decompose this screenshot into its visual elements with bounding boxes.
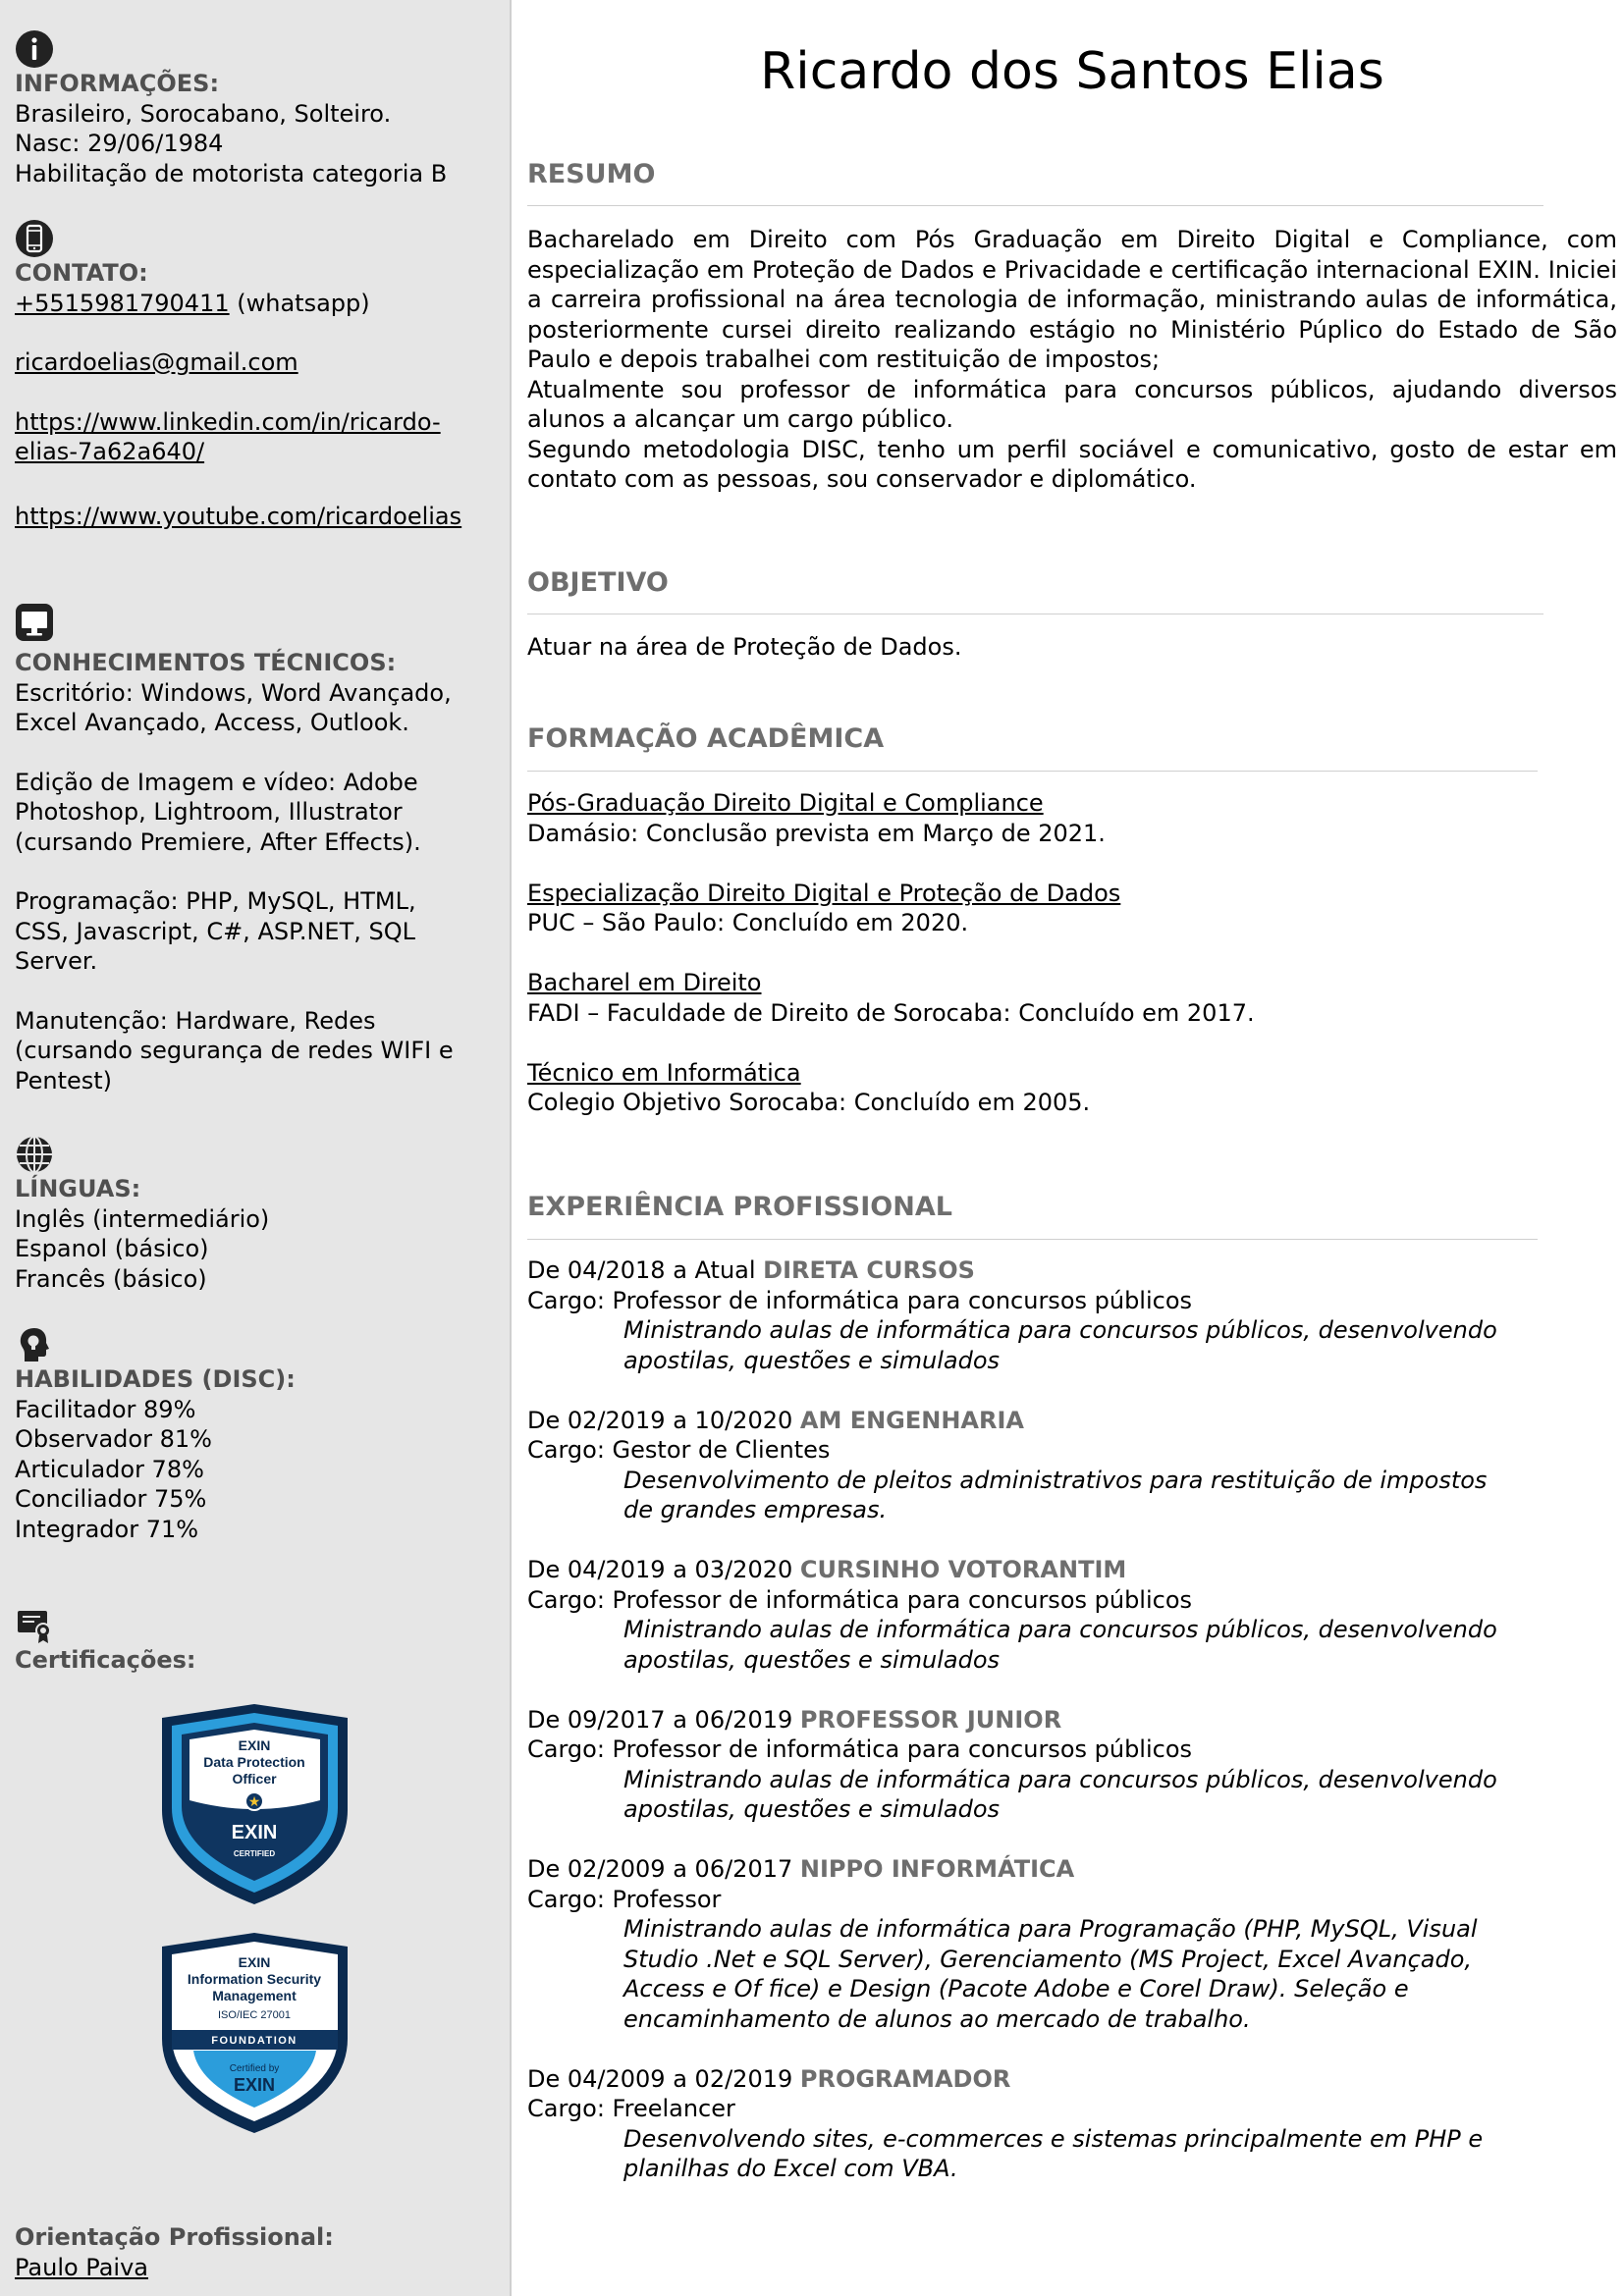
experience-heading: EXPERIÊNCIA PROFISSIONAL	[527, 1192, 952, 1222]
tech-line: Photoshop, Lightroom, Illustrator	[15, 798, 403, 826]
job-role: Cargo: Professor de informática para concursos públicos	[527, 1286, 1193, 1314]
experience-item	[527, 2064, 1617, 2184]
orientation-section	[15, 2222, 506, 2282]
tech-section	[15, 603, 506, 1095]
tech-heading: CONHECIMENTOS TÉCNICOS:	[15, 649, 397, 676]
experience-item	[527, 1555, 1617, 1675]
linkedin-link[interactable]: https://www.linkedin.com/in/ricardo-	[15, 407, 441, 436]
exin-data-protection-badge	[154, 1702, 355, 1906]
info-line: Brasileiro, Sorocabano, Solteiro.	[15, 99, 392, 128]
education-divider	[527, 771, 1538, 772]
job-desc-line: Ministrando aulas de informática para Programação (PHP, MySQL, Visual	[623, 1915, 1478, 1943]
degree-title: Pós-Graduação Direito Digital e Compliance	[527, 789, 1044, 817]
monitor-icon	[15, 603, 54, 642]
phone-icon	[15, 219, 54, 258]
tech-line: Programação: PHP, MySQL, HTML,	[15, 887, 416, 915]
job-desc-line: Access e Of fice) e Design (Pacote Adobe e Corel Draw). Seleção e	[623, 1975, 1409, 2002]
tech-line: CSS, Javascript, C#, ASP.NET, SQL	[15, 917, 415, 945]
job-role: Cargo: Gestor de Clientes	[527, 1436, 831, 1464]
job-desc-line: Ministrando aulas de informática para concursos públicos, desenvolvendo	[623, 1316, 1497, 1344]
objective-heading: OBJETIVO	[527, 567, 669, 598]
degree-title: Técnico em Informática	[527, 1058, 801, 1087]
experience-item	[527, 1854, 1617, 2034]
exin-information-security-badge	[154, 1931, 355, 2135]
objective-section	[527, 566, 1617, 600]
tech-line: Manutenção: Hardware, Redes	[15, 1006, 376, 1035]
education-list	[527, 788, 1617, 1118]
skill-item: Articulador 78%	[15, 1455, 204, 1483]
badge2-line: Certified by	[229, 2063, 280, 2074]
job-desc-line: Ministrando aulas de informática para concursos públicos, desenvolvendo	[623, 1765, 1497, 1793]
skills-heading: HABILIDADES (DISC):	[15, 1365, 296, 1393]
tech-line: Server.	[15, 947, 98, 975]
badge1-line: Data Protection	[203, 1754, 305, 1770]
phone-line	[15, 289, 506, 319]
orientation-heading: Orientação Profissional:	[15, 2223, 334, 2251]
degree-title: Bacharel em Direito	[527, 969, 762, 996]
education-item	[527, 879, 1617, 938]
job-desc-line: Ministrando aulas de informática para concursos públicos, desenvolvendo	[623, 1616, 1497, 1643]
education-section	[527, 722, 1617, 756]
tech-line: Excel Avançado, Access, Outlook.	[15, 709, 409, 736]
summary-paragraph: Atualmente sou professor de informática para concursos públicos, ajudando diversos alunos a alcançar um cargo público.	[527, 375, 1617, 433]
info-line: Habilitação de motorista categoria B	[15, 159, 448, 187]
language-item: Inglês (intermediário)	[15, 1204, 270, 1233]
job-period: De 04/2018 a Atual	[527, 1256, 764, 1284]
languages-section	[15, 1135, 506, 1294]
job-period: De 02/2009 a 06/2017	[527, 1855, 800, 1883]
phone-link[interactable]: +5515981790411	[15, 289, 230, 317]
objective-text: Atuar na área de Proteção de Dados.	[527, 633, 962, 661]
degree-detail: PUC – São Paulo: Concluído em 2020.	[527, 909, 969, 936]
summary-heading: RESUMO	[527, 159, 656, 189]
skill-item: Observador 81%	[15, 1425, 212, 1453]
job-desc-line: Desenvolvendo sites, e-commerces e sistemas principalmente em PHP e	[623, 2124, 1484, 2153]
job-period: De 02/2019 a 10/2020	[527, 1406, 800, 1434]
degree-detail: Damásio: Conclusão prevista em Março de 2021.	[527, 819, 1106, 847]
skills-section	[15, 1325, 506, 1544]
info-heading: INFORMAÇÕES:	[15, 70, 220, 97]
badge2-line: EXIN	[238, 1954, 271, 1970]
sidebar	[0, 0, 512, 2296]
job-period: De 04/2019 a 03/2020	[527, 1556, 800, 1583]
experience-item	[527, 1406, 1617, 1525]
job-role: Cargo: Professor de informática para concursos públicos	[527, 1585, 1193, 1614]
job-company: CURSINHO VOTORANTIM	[799, 1556, 1127, 1583]
job-desc-line: Desenvolvimento de pleitos administrativos para restituição de impostos	[623, 1466, 1488, 1494]
certificate-icon	[15, 1606, 54, 1645]
experience-item	[527, 1705, 1617, 1825]
skill-item: Facilitador 89%	[15, 1395, 196, 1423]
certifications-section	[15, 1606, 506, 1676]
experience-item	[527, 1255, 1617, 1375]
degree-detail: Colegio Objetivo Sorocaba: Concluído em 2005.	[527, 1089, 1091, 1116]
experience-divider	[527, 1239, 1538, 1240]
badge2-line: FOUNDATION	[211, 2035, 298, 2047]
certifications-heading: Certificações:	[15, 1646, 196, 1674]
summary-paragraph: Bacharelado em Direito com Pós Graduação em Direito Digital e Compliance, com especialização em Proteção de Dados e Privacidade e certificação internacional EXIN. Iniciei a carreira profissional na área tecnologia de informação, ministrando aulas de informática, posteriormente cursei direito realizando estágio no Ministério Púplico do Estado de São Paulo e depois trabalhei com restituição de impostos;	[527, 226, 1617, 373]
star-icon: ★	[247, 1794, 261, 1810]
job-company: PROGRAMADOR	[799, 2064, 1011, 2093]
job-role: Cargo: Freelancer	[527, 2095, 735, 2122]
info-line: Nasc: 29/06/1984	[15, 130, 224, 157]
email-link[interactable]: ricardoelias@gmail.com	[15, 348, 298, 376]
job-company: AM ENGENHARIA	[799, 1406, 1024, 1434]
job-desc-line: encaminhamento de alunos ao mercado de trabalho.	[623, 2004, 1251, 2033]
globe-icon	[15, 1135, 54, 1174]
job-period: De 09/2017 a 06/2019	[527, 1705, 800, 1734]
linkedin-link-cont[interactable]: elias-7a62a640/	[15, 438, 205, 465]
youtube-link[interactable]: https://www.youtube.com/ricardoelias	[15, 502, 462, 530]
job-role: Cargo: Professor de informática para concursos públicos	[527, 1735, 1193, 1763]
summary-paragraph: Segundo metodologia DISC, tenho um perfil sociável e comunicativo, gosto de estar em contato com as pessoas, sou conservador e diplomático.	[527, 435, 1617, 493]
summary-divider	[527, 205, 1543, 206]
experience-list	[527, 1255, 1617, 2184]
job-desc-line: Studio .Net e SQL Server), Gerenciamento (MS Project, Excel Avançado,	[623, 1945, 1473, 1973]
languages-heading: LÍNGUAS:	[15, 1175, 141, 1202]
badge2-line: Management	[212, 1988, 297, 2003]
badge2-line: Information Security	[187, 1971, 322, 1987]
education-item	[527, 1058, 1617, 1118]
job-company: DIRETA CURSOS	[763, 1256, 975, 1284]
tech-line: (cursando Premiere, After Effects).	[15, 828, 421, 856]
education-item	[527, 968, 1617, 1028]
orientation-link[interactable]: Paulo Paiva	[15, 2253, 148, 2281]
job-company: PROFESSOR JUNIOR	[799, 1705, 1062, 1734]
badge1-line: Officer	[232, 1771, 277, 1787]
tech-line: Pentest)	[15, 1066, 113, 1095]
badge1-line: EXIN	[238, 1737, 271, 1753]
job-role: Cargo: Professor	[527, 1885, 722, 1913]
badge2-logo: EXIN	[233, 2075, 276, 2095]
job-desc-line: apostilas, questões e simulados	[623, 1795, 1001, 1823]
job-desc-line: planilhas do Excel com VBA.	[623, 2155, 958, 2182]
degree-detail: FADI – Faculdade de Direito de Sorocaba: Concluído em 2017.	[527, 998, 1255, 1027]
job-desc-line: apostilas, questões e simulados	[623, 1346, 1001, 1374]
info-section	[15, 29, 506, 188]
education-item	[527, 788, 1617, 848]
badge2-line: ISO/IEC 27001	[218, 2009, 291, 2021]
language-item: Francês (básico)	[15, 1264, 207, 1293]
job-desc-line: apostilas, questões e simulados	[623, 1645, 1001, 1674]
experience-section	[527, 1191, 1617, 1224]
job-period: De 04/2009 a 02/2019	[527, 2064, 800, 2093]
language-item: Espanol (básico)	[15, 1235, 209, 1262]
skill-item: Conciliador 75%	[15, 1485, 207, 1513]
tech-line: (cursando segurança de redes WIFI e	[15, 1037, 454, 1064]
contact-section	[15, 219, 506, 531]
tech-line: Edição de Imagem e vídeo: Adobe	[15, 768, 418, 796]
summary-text	[527, 225, 1617, 495]
skill-item: Integrador 71%	[15, 1515, 199, 1543]
phone-note: (whatsapp)	[229, 289, 370, 317]
degree-title: Especialização Direito Digital e Proteção de Dados	[527, 879, 1121, 907]
badge1-logo: EXIN	[231, 1822, 278, 1843]
education-heading: FORMAÇÃO ACADÊMICA	[527, 723, 885, 754]
info-icon	[15, 29, 54, 69]
badge1-line: CERTIFIED	[233, 1849, 276, 1858]
lightbulb-head-icon	[15, 1325, 54, 1364]
summary-section	[527, 158, 1617, 191]
tech-line: Escritório: Windows, Word Avançado,	[15, 678, 452, 707]
contact-heading: CONTATO:	[15, 259, 148, 287]
job-company: NIPPO INFORMÁTICA	[799, 1855, 1075, 1883]
job-desc-line: de grandes empresas.	[623, 1496, 888, 1523]
resume-name: Ricardo dos Santos Elias	[760, 42, 1384, 101]
